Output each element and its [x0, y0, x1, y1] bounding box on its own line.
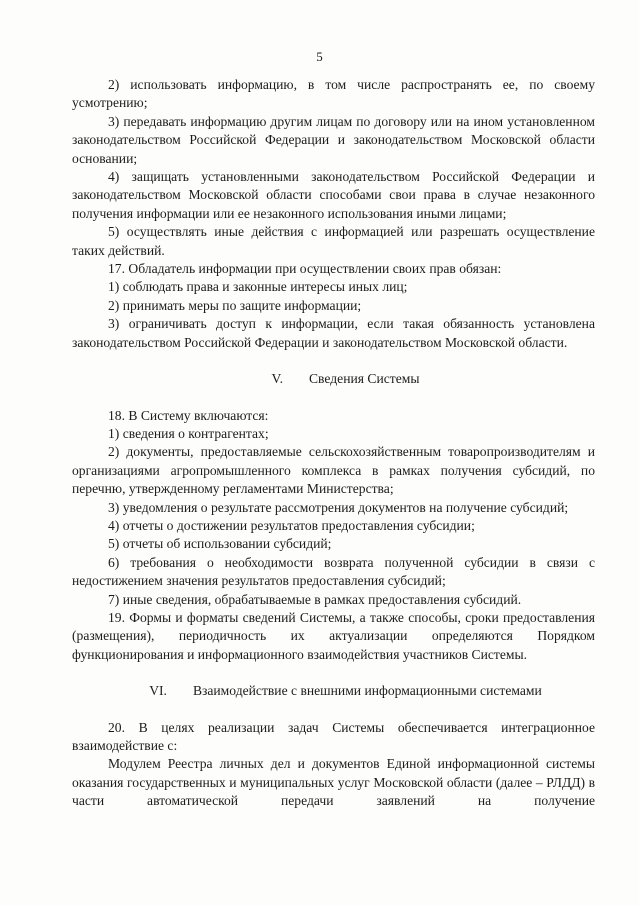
section-title: Сведения Системы	[308, 371, 420, 387]
paragraph: 7) иные сведения, обрабатываемые в рамках предоставления субсидий.	[108, 591, 522, 607]
section-heading-v	[72, 370, 595, 388]
section-title: Взаимодействие с внешними информационными системами	[192, 683, 542, 699]
section-number: V.	[271, 371, 283, 387]
paragraph: 6) требования о необходимости возврата полученной субсидии в связи с недостижением значения результатов предоставления субсидий;	[72, 554, 595, 589]
section-heading-vi	[72, 682, 595, 700]
paragraph: 2) документы, предоставляемые сельскохозяйственным товаропроизводителям и организациями агропромышленного комплекса в рамках получения субсидий, по перечню, утвержденному регламентами Министерства;	[72, 444, 595, 497]
paragraph: 2) использовать информацию, в том числе распространять ее, по своему усмотрению;	[72, 77, 595, 111]
paragraph: 3) ограничивать доступ к информации, если такая обязанность установлена законодательством Российской Федерации и законодательством Московской области.	[72, 316, 595, 350]
section-number: VI.	[149, 683, 167, 699]
paragraph: 1) сведения о контрагентах;	[108, 425, 269, 441]
paragraph: 2) принимать меры по защите информации;	[108, 297, 362, 313]
paragraph: 4) отчеты о достижении результатов предоставления субсидии;	[108, 517, 475, 533]
paragraph: 17. Обладатель информации при осуществлении своих прав обязан:	[108, 261, 502, 277]
paragraph: 1) соблюдать права и законные интересы иных лиц;	[108, 279, 408, 295]
document-body	[72, 76, 595, 811]
paragraph: 18. В Систему включаются:	[108, 407, 269, 423]
paragraph: 19. Формы и форматы сведений Системы, а также способы, сроки предоставления (размещения), периодичность их актуализации определяются Порядком функционирования и информационного взаимодействия участников Системы.	[72, 609, 595, 662]
paragraph: 3) уведомления о результате рассмотрения документов на получение субсидий;	[108, 499, 569, 515]
paragraph: 20. В целях реализации задач Системы обеспечивается интеграционное взаимодействие с:	[72, 719, 595, 753]
paragraph: 3) передавать информацию другим лицам по договору или на ином установленном законодательством Российской Федерации и законодательством Московской области основании;	[72, 113, 595, 166]
paragraph: 4) защищать установленными законодательством Российской Федерации и законодательством Московской области способами свои права в случае незаконного получения информации или ее незаконного использования иными лицами;	[72, 169, 595, 221]
page-number: 5	[316, 49, 323, 64]
paragraph: Модулем Реестра личных дел и документов Единой информационной системы оказания государственных и муниципальных услуг Московской области (далее – РЛДД) в части автоматической передачи заявлений на получение	[72, 756, 595, 809]
paragraph: 5) осуществлять иные действия с информацией или разрешать осуществление таких действий.	[72, 224, 595, 258]
paragraph: 5) отчеты об использовании субсидий;	[108, 536, 332, 552]
